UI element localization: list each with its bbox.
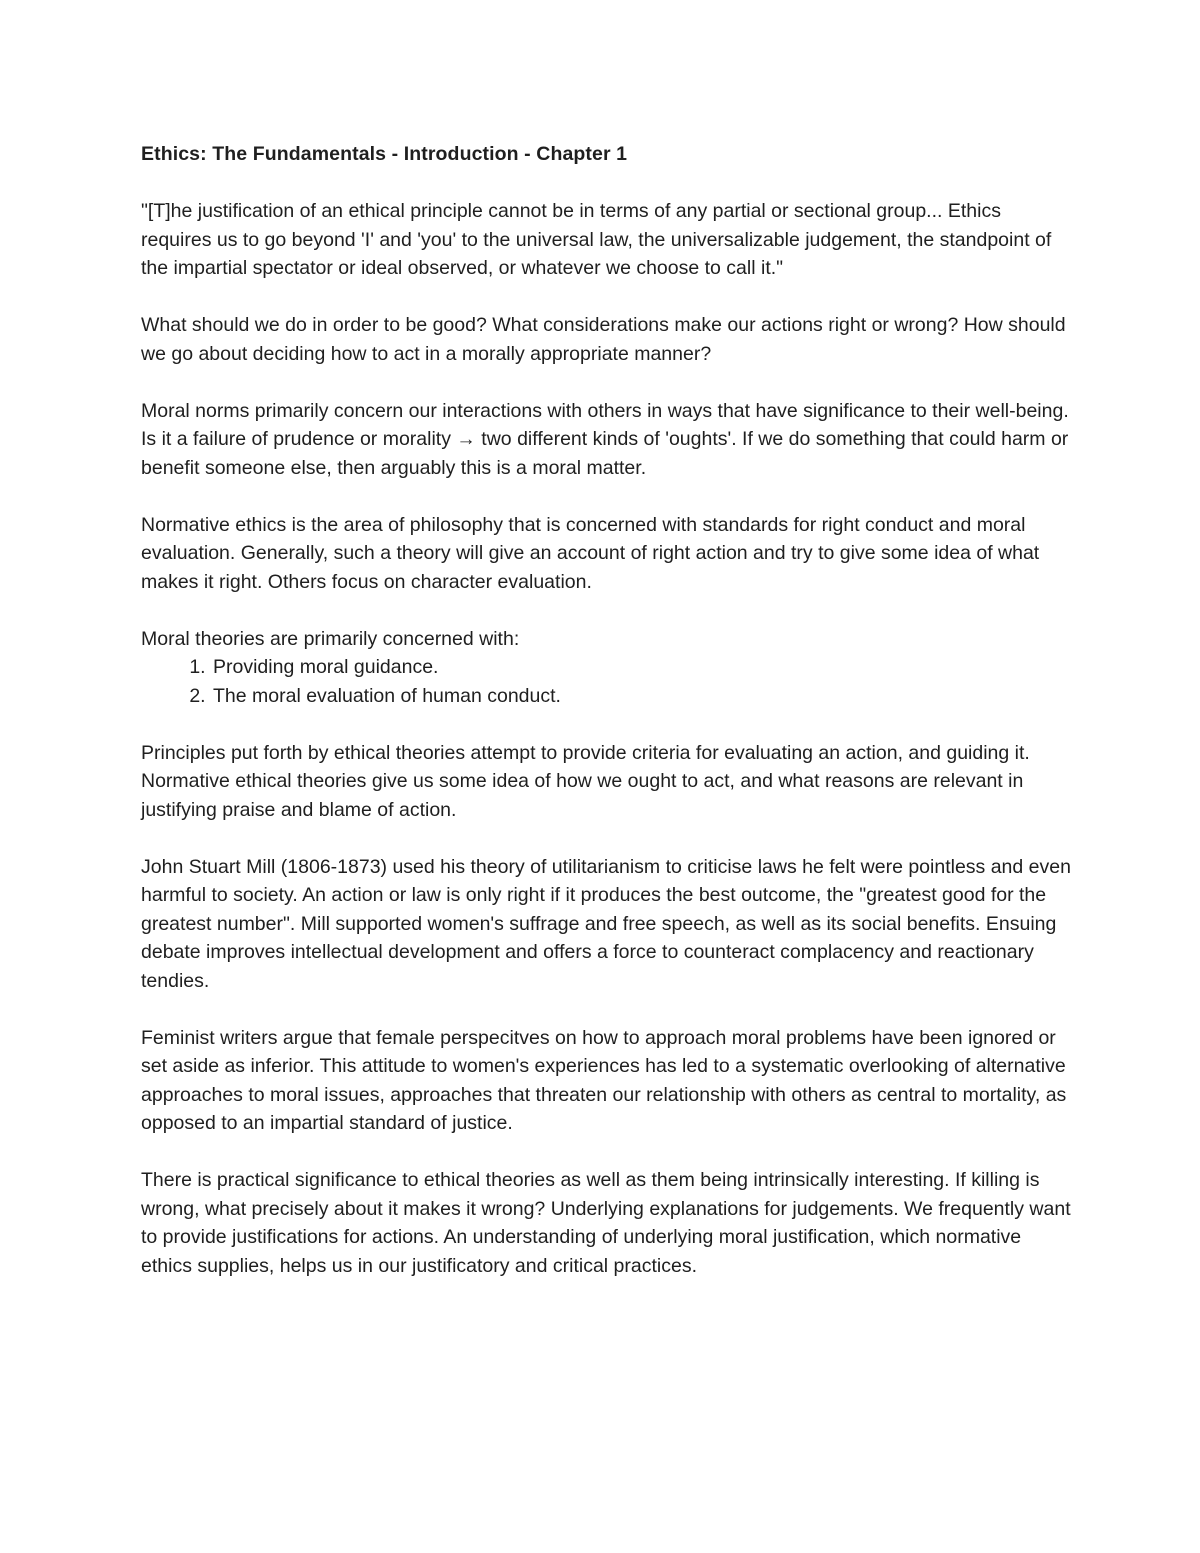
document-page xyxy=(141,140,1071,1309)
practical-paragraph: There is practical significance to ethical theories as well as them being intrinsically interesting. If killing is wrong, what precisely about it makes it wrong? Underlying explanations for judgements. We frequently want to provide justifications for actions. An understanding of underlying moral justification, which normative ethics supplies, helps us in our justificatory and critical practices. xyxy=(141,1169,1071,1277)
document-title: Ethics: The Fundamentals - Introduction - Chapter 1 xyxy=(141,143,628,165)
normative-ethics-paragraph: Normative ethics is the area of philosophy that is concerned with standards for right conduct and moral evaluation. Generally, such a theory will give an account of right action and try to give some idea of what makes it right. Others focus on character evaluation. xyxy=(141,513,1040,593)
mill-paragraph: John Stuart Mill (1806-1873) used his theory of utilitarianism to criticise laws he felt were pointless and even harmful to society. An action or law is only right if it produces the best outcome, the "greatest good for the greatest number". Mill supported women's suffrage and free speech, as well as its social benefits. Ensuing debate improves intellectual development and offers a force to counteract complacency and reactionary tendies. xyxy=(141,855,1071,992)
list-item: 2. The moral evaluation of human conduct. xyxy=(211,682,1071,711)
feminist-paragraph: Feminist writers argue that female perspecitves on how to approach moral problems have been ignored or set aside as inferior. This attitude to women's experiences has led to a systematic overlooking of alternative approaches to moral issues, approaches that threaten our relationship with others as central to mortality, as opposed to an impartial standard of justice. xyxy=(141,1026,1067,1134)
list-item: 1. Providing moral guidance. xyxy=(211,653,1071,682)
moral-theories-list xyxy=(141,653,1071,710)
principles-paragraph: Principles put forth by ethical theories attempt to provide criteria for evaluating an action, and guiding it. Normative ethical theories give us some idea of how we ought to act, and what reasons are relevant in justifying praise and blame of action. xyxy=(141,741,1030,821)
quote-paragraph: "[T]he justification of an ethical principle cannot be in terms of any partial or sectional group... Ethics requires us to go beyond 'I' and 'you' to the universal law, the universalizable judgement, the standpoint of the impartial spectator or ideal observed, or whatever we choose to call it." xyxy=(141,200,1052,279)
moral-norms-paragraph: Moral norms primarily concern our interactions with others in ways that have significance to their well-being. Is it a failure of prudence or morality → two different kinds of 'oughts'. If we do something that could harm or benefit someone else, then arguably this is a moral matter. xyxy=(141,399,1069,479)
list-intro: Moral theories are primarily concerned with: xyxy=(141,627,520,650)
questions-paragraph: What should we do in order to be good? What considerations make our actions right or wrong? How should we go about deciding how to act in a morally appropriate manner? xyxy=(141,314,1066,365)
